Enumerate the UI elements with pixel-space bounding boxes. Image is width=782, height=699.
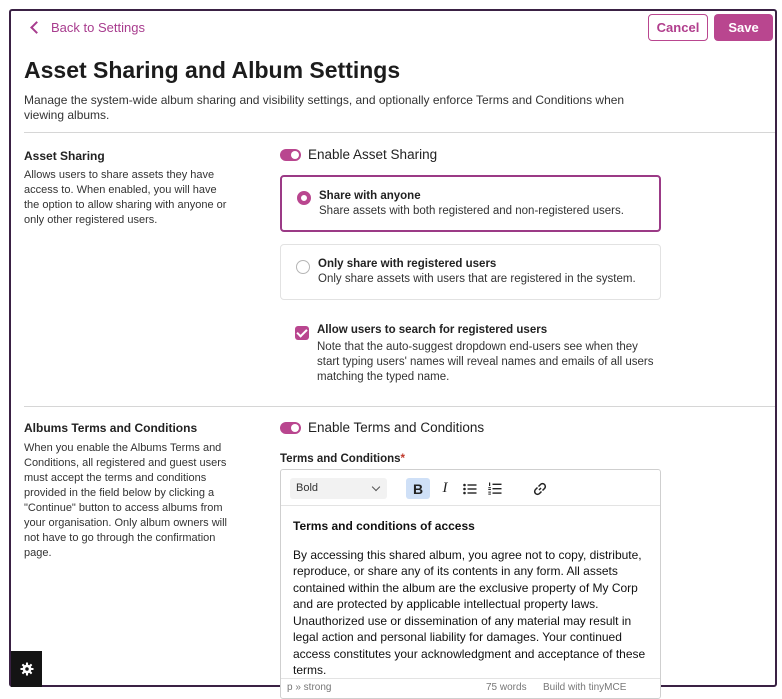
gear-icon [20,662,34,676]
enable-asset-sharing-label: Enable Asset Sharing [308,147,438,162]
chevron-down-icon [372,483,380,491]
save-button[interactable]: Save [714,14,773,41]
divider [24,406,775,407]
insert-link-button[interactable] [528,478,552,499]
word-count: 75 words [486,682,527,693]
terms-field-label-text: Terms and Conditions [280,453,401,465]
numbered-list-icon [488,482,502,495]
editor-toolbar [281,470,660,506]
format-select-value: Bold [296,482,319,494]
share-with-anyone-option[interactable] [280,175,661,232]
page-description: Manage the system-wide album sharing and visibility settings, and optionally enforce Terms and Conditions when viewing albums. [24,93,625,122]
share-with-anyone-title: Share with anyone [319,190,421,202]
built-with-label: Build with tinyMCE [543,682,627,693]
asset-sharing-description: Allows users to share assets they have access to. When enabled, you will have the option to allow sharing with anyone or only other registered users. [24,169,227,226]
link-icon [533,482,547,496]
bullet-list-icon [463,483,477,495]
cancel-button[interactable]: Cancel [648,14,708,41]
asset-sharing-title: Asset Sharing [24,149,105,163]
settings-gear-button[interactable] [11,651,42,687]
chevron-left-icon [30,21,43,34]
numbered-list-button[interactable] [483,478,507,499]
element-path: p » strong [287,682,332,693]
back-link-label: Back to Settings [51,20,145,35]
allow-search-title: Allow users to search for registered users [317,324,548,336]
page-title: Asset Sharing and Album Settings [24,57,401,83]
registered-users-title: Only share with registered users [318,258,497,270]
enable-terms-label: Enable Terms and Conditions [308,420,485,435]
enable-asset-sharing-row [280,147,437,162]
terms-heading: Terms and conditions of access [293,519,475,533]
divider [24,132,775,133]
allow-search-checkbox[interactable] [295,326,309,340]
share-with-anyone-description: Share assets with both registered and non-registered users. [319,205,624,217]
bold-button[interactable]: B [406,478,430,499]
settings-window [9,9,777,693]
terms-field-label [280,453,405,465]
editor-statusbar [281,678,660,698]
terms-body-text: By accessing this shared album, you agree not to copy, distribute, reproduce, or share any of its contents in any form. All assets contained within the album are the exclusive property of My Corp and are protected by applicable intellectual property laws. Unauthorized use or dissemination of any material may result in legal action and personal liability for damages. Your continued access constitutes your acknowledgment and acceptance of these terms. [293,547,646,677]
editor-content[interactable] [293,518,653,679]
format-select[interactable] [290,478,387,499]
share-with-anyone-radio[interactable] [297,191,311,205]
required-mark: * [400,453,406,465]
enable-asset-sharing-toggle[interactable] [280,149,301,161]
allow-search-description: Note that the auto-suggest dropdown end-users see when they start typing users' names will reveal names and emails of all users matching the typed name. [317,341,654,383]
enable-terms-row [280,420,484,435]
registered-users-description: Only share assets with users that are registered in the system. [318,273,636,285]
back-to-settings-link[interactable] [29,20,145,35]
terms-section-title: Albums Terms and Conditions [24,421,198,435]
italic-button[interactable]: I [442,480,448,496]
terms-section-description: When you enable the Albums Terms and Conditions, all registered and guest users must accept the terms and conditions provided in the field below by clicking a "Continue" button to access albums from your organisation. Only album owners will not have to go through the confirmation page. [24,442,227,559]
enable-terms-toggle[interactable] [280,422,301,434]
registered-users-option[interactable] [280,244,661,300]
registered-users-radio[interactable] [296,260,310,274]
bullet-list-button[interactable] [458,478,482,499]
terms-editor [280,469,661,699]
